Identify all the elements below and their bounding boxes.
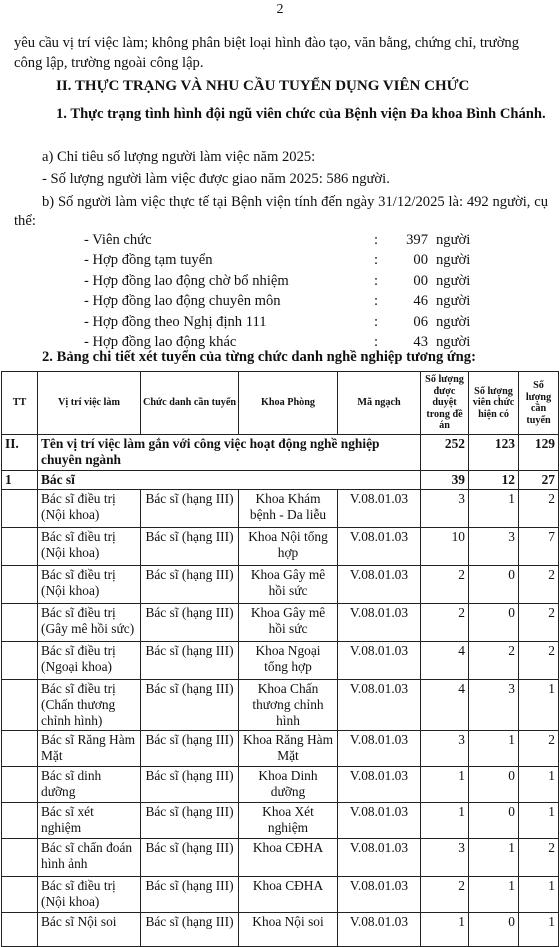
row-approved: 1 [421, 913, 469, 947]
staff-unit: người [436, 293, 471, 310]
table-row [2, 604, 559, 642]
staff-unit: người [436, 313, 471, 330]
section-approved: 252 [421, 435, 469, 471]
row-position: Bác sĩ điều trị (Nội khoa) [38, 566, 141, 604]
row-code: V.08.01.03 [338, 680, 421, 731]
row-approved: 1 [421, 803, 469, 839]
staff-value: 46 [413, 293, 428, 310]
staff-value: 00 [413, 252, 428, 269]
row-title: Bác sĩ (hạng III) [141, 528, 239, 566]
row-needed: 1 [519, 913, 559, 947]
row-code: V.08.01.03 [338, 528, 421, 566]
row-title: Bác sĩ (hạng III) [141, 566, 239, 604]
subsection-1-heading: 1. Thực trạng tình hình đội ngũ viên chức của Bệnh viện Đa khoa Bình Chánh. [56, 106, 546, 122]
subsection-2-heading: 2. Bảng chi tiết xét tuyển của từng chức danh nghề nghiệp tương ứng: [42, 349, 476, 365]
staff-value: 00 [413, 272, 428, 289]
row-tt [2, 877, 38, 913]
row-title: Bác sĩ (hạng III) [141, 680, 239, 731]
staff-colon: : [374, 252, 379, 269]
row-current: 2 [469, 642, 519, 680]
row-title: Bác sĩ (hạng III) [141, 767, 239, 803]
row-code: V.08.01.03 [338, 803, 421, 839]
table-row [2, 528, 559, 566]
row-code: V.08.01.03 [338, 731, 421, 767]
row-department: Khoa Ngoại tổng hợp [239, 642, 338, 680]
table-row [2, 490, 559, 528]
row-code: V.08.01.03 [338, 642, 421, 680]
row-tt [2, 839, 38, 877]
intro-line-2: công lập, trường ngoài công lập. [14, 55, 204, 71]
row-tt [2, 604, 38, 642]
row-approved: 4 [421, 642, 469, 680]
row-department: Khoa Xét nghiệm [239, 803, 338, 839]
paragraph-a: a) Chỉ tiêu số lượng người làm việc năm 2025: [42, 149, 316, 165]
row-position: Bác sĩ dinh dưỡng [38, 767, 141, 803]
section-heading: II. THỰC TRẠNG VÀ NHU CẦU TUYỂN DỤNG VIÊN CHỨC [56, 78, 470, 94]
header-current: Số lượng viên chức hiện có [469, 372, 519, 435]
staff-unit: người [436, 252, 471, 269]
header-approved: Số lượng được duyệt trong đề án [421, 372, 469, 435]
row-approved: 3 [421, 839, 469, 877]
staff-breakdown [84, 230, 504, 352]
staff-row [84, 291, 504, 311]
row-tt [2, 731, 38, 767]
row-position: Bác sĩ điều trị (Gây mê hồi sức) [38, 604, 141, 642]
row-department: Khoa CĐHA [239, 839, 338, 877]
row-position: Bác sĩ điều trị (Chấn thương chỉnh hình) [38, 680, 141, 731]
row-needed: 1 [519, 803, 559, 839]
row-tt [2, 528, 38, 566]
row-department: Khoa Dinh dưỡng [239, 767, 338, 803]
staff-colon: : [374, 232, 379, 248]
row-title: Bác sĩ (hạng III) [141, 803, 239, 839]
staff-value: 06 [413, 313, 428, 330]
staff-row [84, 312, 504, 332]
row-tt [2, 680, 38, 731]
staff-row [84, 250, 504, 270]
table-row [2, 680, 559, 731]
row-needed: 2 [519, 731, 559, 767]
staff-row [84, 230, 504, 250]
header-position: Vị trí việc làm [38, 372, 141, 435]
row-department: Khoa Khám bệnh - Da liễu [239, 490, 338, 528]
group-needed: 27 [519, 471, 559, 490]
row-title: Bác sĩ (hạng III) [141, 642, 239, 680]
row-needed: 2 [519, 604, 559, 642]
staff-row [84, 271, 504, 291]
group-tt: 1 [2, 471, 38, 490]
row-code: V.08.01.03 [338, 490, 421, 528]
row-position: Bác sĩ xét nghiệm [38, 803, 141, 839]
row-approved: 10 [421, 528, 469, 566]
table-row [2, 839, 559, 877]
table-row [2, 767, 559, 803]
row-approved: 3 [421, 731, 469, 767]
row-needed: 7 [519, 528, 559, 566]
group-row [2, 471, 559, 490]
intro-line-1: yêu cầu vị trí việc làm; không phân biệt loại hình đào tạo, văn bằng, chứng chỉ, trường [14, 35, 520, 51]
staff-colon: : [374, 272, 379, 289]
row-title: Bác sĩ (hạng III) [141, 839, 239, 877]
row-current: 1 [469, 839, 519, 877]
table-row [2, 731, 559, 767]
row-position: Bác sĩ điều trị (Nội khoa) [38, 490, 141, 528]
section-title: Tên vị trí việc làm gắn với công việc hoạt động nghề nghiệp chuyên ngành [38, 435, 421, 471]
table-row [2, 877, 559, 913]
staff-colon: : [374, 293, 379, 310]
section-current: 123 [469, 435, 519, 471]
section-tt: II. [2, 435, 38, 471]
row-current: 0 [469, 803, 519, 839]
row-department: Khoa Chấn thương chỉnh hình [239, 680, 338, 731]
recruitment-table [1, 371, 559, 947]
row-code: V.08.01.03 [338, 877, 421, 913]
page-number: 2 [276, 2, 284, 17]
row-tt [2, 767, 38, 803]
paragraph-b: b) Số người làm việc thực tế tại Bệnh viện tính đến ngày 31/12/2025 là: 492 người, cụ thể: [14, 194, 548, 229]
row-tt [2, 642, 38, 680]
row-current: 0 [469, 566, 519, 604]
staff-label: - Hợp đồng lao động khác [84, 333, 237, 350]
staff-value: 397 [406, 232, 428, 248]
table-row [2, 566, 559, 604]
row-current: 1 [469, 877, 519, 913]
row-current: 0 [469, 913, 519, 947]
staff-label: - Hợp đồng theo Nghị định 111 [84, 313, 267, 330]
row-tt [2, 803, 38, 839]
row-needed: 1 [519, 877, 559, 913]
row-approved: 2 [421, 877, 469, 913]
staff-colon: : [374, 313, 379, 330]
staff-label: - Viên chức [84, 232, 152, 248]
staff-unit: người [436, 272, 471, 289]
row-position: Bác sĩ Răng Hàm Mặt [38, 731, 141, 767]
staff-colon: : [374, 333, 379, 350]
row-department: Khoa Nội tổng hợp [239, 528, 338, 566]
staff-value: 43 [413, 333, 428, 350]
header-needed: Số lượng cần tuyển [519, 372, 559, 435]
row-department: Khoa Gây mê hồi sức [239, 566, 338, 604]
section-needed: 129 [519, 435, 559, 471]
row-title: Bác sĩ (hạng III) [141, 913, 239, 947]
row-code: V.08.01.03 [338, 604, 421, 642]
row-title: Bác sĩ (hạng III) [141, 877, 239, 913]
table-row [2, 803, 559, 839]
header-department: Khoa Phòng [239, 372, 338, 435]
row-code: V.08.01.03 [338, 566, 421, 604]
row-current: 0 [469, 767, 519, 803]
row-department: Khoa Gây mê hồi sức [239, 604, 338, 642]
row-approved: 3 [421, 490, 469, 528]
row-needed: 2 [519, 839, 559, 877]
row-title: Bác sĩ (hạng III) [141, 731, 239, 767]
table-row [2, 913, 559, 947]
row-needed: 2 [519, 490, 559, 528]
header-code: Mã ngạch [338, 372, 421, 435]
group-title: Bác sĩ [38, 471, 421, 490]
row-position: Bác sĩ chẩn đoán hình ảnh [38, 839, 141, 877]
row-approved: 4 [421, 680, 469, 731]
paragraph-a-detail: - Số lượng người làm việc được giao năm 2025: 586 người. [42, 171, 390, 187]
row-current: 3 [469, 680, 519, 731]
row-current: 1 [469, 731, 519, 767]
header-tt: TT [2, 372, 38, 435]
row-title: Bác sĩ (hạng III) [141, 604, 239, 642]
row-title: Bác sĩ (hạng III) [141, 490, 239, 528]
row-department: Khoa Nội soi [239, 913, 338, 947]
group-current: 12 [469, 471, 519, 490]
row-position: Bác sĩ điều trị (Nội khoa) [38, 528, 141, 566]
row-position: Bác sĩ điều trị (Nội khoa) [38, 877, 141, 913]
table-row [2, 642, 559, 680]
row-needed: 2 [519, 642, 559, 680]
row-tt [2, 490, 38, 528]
staff-label: - Hợp đồng lao động chờ bổ nhiệm [84, 272, 289, 289]
staff-label: - Hợp đồng tạm tuyển [84, 252, 213, 269]
section-row [2, 435, 559, 471]
row-tt [2, 566, 38, 604]
staff-unit: người [436, 232, 471, 248]
row-current: 0 [469, 604, 519, 642]
row-position: Bác sĩ điều trị (Ngoại khoa) [38, 642, 141, 680]
row-code: V.08.01.03 [338, 767, 421, 803]
staff-unit: người [436, 333, 471, 350]
row-approved: 2 [421, 604, 469, 642]
staff-label: - Hợp đồng lao động chuyên môn [84, 293, 281, 310]
row-tt [2, 913, 38, 947]
row-current: 3 [469, 528, 519, 566]
row-approved: 1 [421, 767, 469, 803]
row-code: V.08.01.03 [338, 913, 421, 947]
row-code: V.08.01.03 [338, 839, 421, 877]
row-needed: 2 [519, 566, 559, 604]
header-title: Chức danh cần tuyển [141, 372, 239, 435]
table-header-row [2, 372, 559, 435]
row-needed: 1 [519, 680, 559, 731]
row-department: Khoa Răng Hàm Mặt [239, 731, 338, 767]
row-approved: 2 [421, 566, 469, 604]
row-position: Bác sĩ Nội soi [38, 913, 141, 947]
row-needed: 1 [519, 767, 559, 803]
group-approved: 39 [421, 471, 469, 490]
row-current: 1 [469, 490, 519, 528]
row-department: Khoa CĐHA [239, 877, 338, 913]
